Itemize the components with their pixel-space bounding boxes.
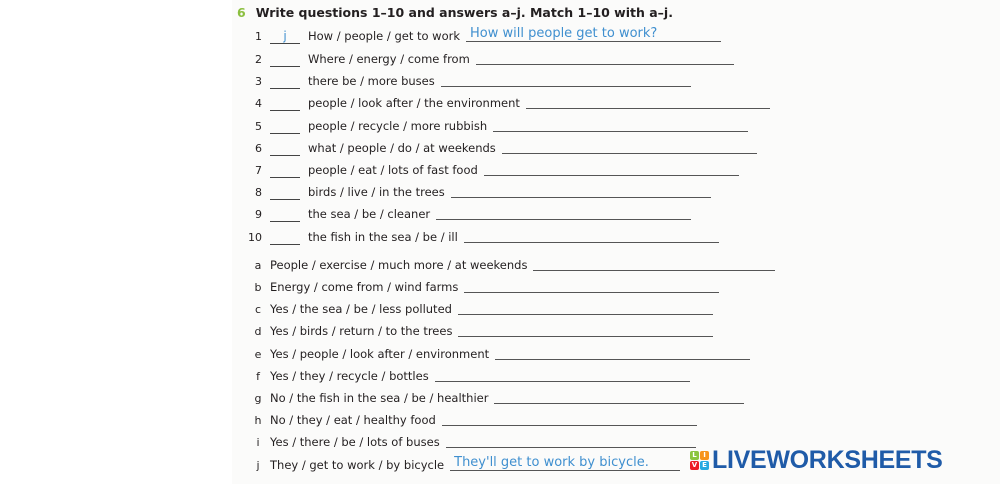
answer-letter: b: [254, 280, 262, 294]
answer-line: [458, 336, 713, 337]
answer-prompt: Yes / the sea / be / less polluted: [270, 302, 452, 316]
question-prompt: people / look after / the environment: [308, 96, 520, 110]
exercise-number: 6: [237, 4, 246, 20]
answer-letter: a: [254, 258, 262, 272]
logo-mark-cell: E: [700, 461, 709, 470]
answer-row: [251, 321, 713, 341]
question-number: 1: [255, 29, 262, 43]
question-prompt: people / recycle / more rubbish: [308, 119, 488, 133]
answer-prompt: No / the fish in the sea / be / healthier: [270, 391, 489, 405]
answer-line: [458, 314, 713, 315]
answer-line: [502, 153, 757, 154]
question-row: [240, 116, 748, 136]
answer-field[interactable]: [446, 432, 696, 452]
answer-line: [441, 86, 691, 87]
question-number: 5: [255, 119, 262, 133]
answer-line: [494, 403, 744, 404]
question-row: [240, 227, 719, 247]
question-prompt: Where / energy / come from: [308, 52, 470, 66]
answer-field[interactable]: [494, 388, 744, 408]
answer-field[interactable]: [464, 227, 719, 247]
answer-field[interactable]: [495, 344, 750, 364]
answer-field[interactable]: [464, 277, 719, 297]
exercise-header: [237, 2, 673, 22]
answer-row: [251, 388, 744, 408]
logo-mark-cell: L: [690, 451, 699, 460]
question-prompt: How / people / get to work: [308, 29, 461, 43]
question-prompt: what / people / do / at weekends: [308, 141, 496, 155]
answer-prompt: Yes / people / look after / environment: [270, 347, 490, 361]
answer-line: [451, 197, 711, 198]
question-prompt: there be / more buses: [308, 74, 435, 88]
exercise-instruction: Write questions 1–10 and answers a–j. Match 1–10 with a–j.: [255, 4, 673, 20]
answer-line: [464, 242, 719, 243]
answer-row: [251, 255, 775, 275]
answer-field[interactable]: [502, 138, 757, 158]
question-row: [240, 182, 711, 202]
match-field[interactable]: [270, 96, 300, 111]
logo-text: LIVEWORKSHEETS: [712, 445, 943, 474]
match-field[interactable]: [270, 119, 300, 134]
answer-line: [476, 64, 734, 65]
answer-letter: d: [254, 324, 262, 338]
match-field[interactable]: [270, 207, 300, 222]
question-number: 10: [248, 230, 262, 244]
answer-line: [493, 131, 748, 132]
answer-letter: j: [256, 458, 260, 472]
question-row: [240, 204, 691, 224]
answer-line: [533, 270, 775, 271]
question-row: [240, 49, 734, 69]
answer-prompt: Energy / come from / wind farms: [270, 280, 459, 294]
question-number: 7: [255, 163, 262, 177]
answer-field[interactable]: [533, 255, 775, 275]
question-prompt: birds / live / in the trees: [308, 185, 445, 199]
question-row: [240, 71, 691, 91]
answer-field[interactable]: [451, 182, 711, 202]
logo-mark-icon: [690, 451, 709, 470]
answer-letter: f: [256, 369, 260, 383]
answer-text: How will people get to work?: [470, 26, 658, 41]
answer-line: [436, 219, 691, 220]
question-row: [240, 160, 739, 180]
answer-line: [526, 108, 770, 109]
logo-mark-cell: V: [691, 460, 698, 469]
answer-prompt: Yes / birds / return / to the trees: [270, 324, 453, 338]
match-field[interactable]: [270, 185, 300, 200]
answer-text: They'll get to work by bicycle.: [454, 455, 649, 470]
answer-line: [464, 292, 719, 293]
match-field[interactable]: [270, 74, 300, 89]
answer-line: [495, 359, 750, 360]
question-row: [240, 26, 721, 46]
question-number: 4: [255, 96, 262, 110]
answer-field[interactable]: [441, 71, 691, 91]
answer-field[interactable]: [442, 410, 697, 430]
answer-field[interactable]: [458, 299, 713, 319]
answer-field[interactable]: [493, 116, 748, 136]
logo-mark-cell: I: [700, 451, 709, 460]
answer-prompt: They / get to work / by bicycle: [270, 458, 445, 472]
match-field[interactable]: [270, 230, 300, 245]
answer-field[interactable]: [466, 26, 721, 46]
answer-row: [251, 344, 750, 364]
match-field[interactable]: [270, 163, 300, 178]
answer-row: [251, 455, 680, 475]
answer-line: [435, 381, 690, 382]
answer-row: [251, 410, 697, 430]
answer-letter: c: [254, 302, 262, 316]
answer-field[interactable]: [484, 160, 739, 180]
answer-field[interactable]: [436, 204, 691, 224]
answer-row: [251, 366, 690, 386]
answer-field[interactable]: [526, 93, 770, 113]
answer-line: [484, 175, 739, 176]
liveworksheets-logo[interactable]: [690, 446, 943, 474]
question-prompt: the sea / be / cleaner: [308, 207, 431, 221]
answer-field[interactable]: [450, 455, 680, 475]
answer-prompt: People / exercise / much more / at weekends: [270, 258, 528, 272]
question-number: 2: [255, 52, 262, 66]
question-row: [240, 93, 770, 113]
answer-letter: i: [256, 435, 260, 449]
question-prompt: the fish in the sea / be / ill: [308, 230, 458, 244]
match-field[interactable]: j: [270, 29, 300, 44]
answer-prompt: Yes / they / recycle / bottles: [270, 369, 429, 383]
question-number: 8: [255, 185, 262, 199]
answer-line: [450, 470, 680, 471]
match-field[interactable]: [270, 52, 300, 67]
match-field[interactable]: [270, 141, 300, 156]
answer-field[interactable]: [435, 366, 690, 386]
answer-letter: g: [254, 391, 262, 405]
question-prompt: people / eat / lots of fast food: [308, 163, 478, 177]
answer-letter: e: [254, 347, 262, 361]
question-number: 3: [255, 74, 262, 88]
answer-line: [446, 447, 696, 448]
question-number: 6: [255, 141, 262, 155]
question-row: [240, 138, 757, 158]
question-number: 9: [255, 207, 262, 221]
answer-field[interactable]: [476, 49, 734, 69]
answer-field[interactable]: [458, 321, 713, 341]
answer-prompt: Yes / there / be / lots of buses: [270, 435, 440, 449]
answer-letter: h: [254, 413, 262, 427]
answer-line: [442, 425, 697, 426]
answer-row: [251, 277, 719, 297]
answer-line: [466, 41, 721, 42]
answer-row: [251, 432, 696, 452]
answer-row: [251, 299, 713, 319]
answer-prompt: No / they / eat / healthy food: [270, 413, 436, 427]
